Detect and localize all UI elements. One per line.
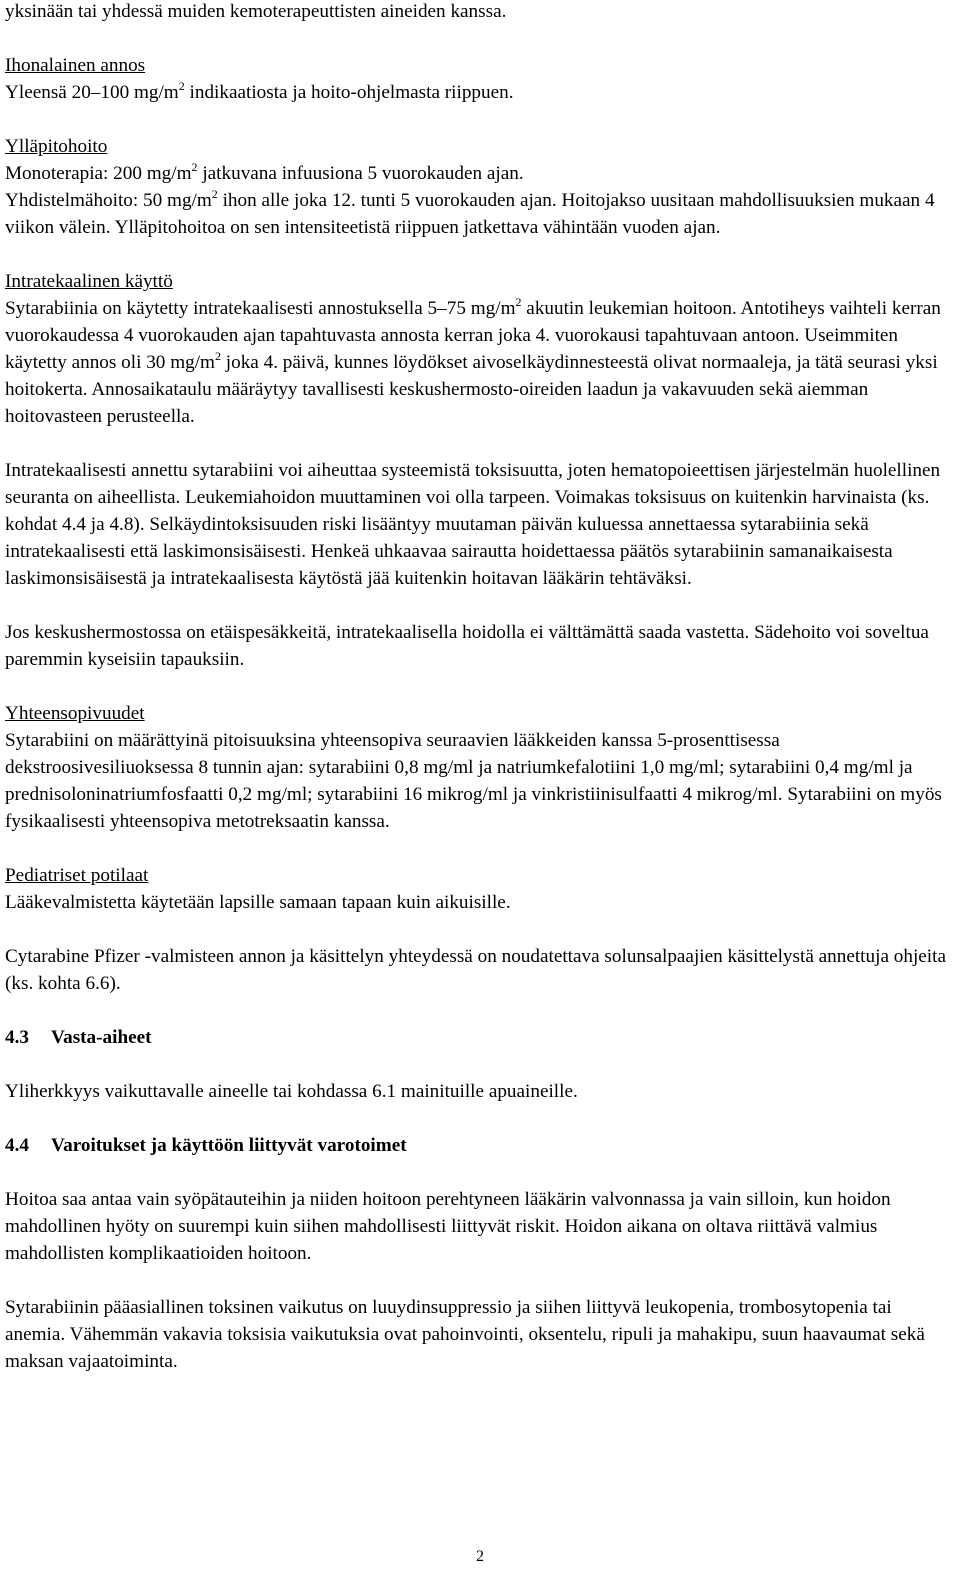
section-subcutaneous (5, 52, 955, 106)
section-heading-4-4 (5, 1132, 955, 1159)
paragraph-toxicity: Intratekaalisesti annettu sytarabiini voi aiheuttaa systeemistä toksisuutta, joten hematopoieettisen järjestelmän huolellinen seuranta on aiheellista. Leukemiahoidon muuttaminen voi olla tarpeen. Voimakas toksisuus on kuitenkin harvinaista (ks. kohdat 4.4 ja 4.8). Selkäydintoksisuuden riski lisääntyy muutaman päivän kuluessa annettaessa sytarabiinia sekä intratekaalisesti että laskimonsisäisesti. Henkeä uhkaavaa sairautta hoidettaessa päätös sytarabiinin samanaikaisesta laskimonsisäisestä ja intratekaalisesta käytöstä jää kuitenkin hoitavan lääkärin tehtäväksi. (5, 460, 941, 589)
page-number: 2 (476, 1548, 484, 1565)
paragraph-contraindications: Yliherkkyys vaikuttavalle aineelle tai kohdassa 6.1 mainituille apuaineille. (5, 1081, 578, 1102)
section-heading-4-3 (5, 1024, 955, 1051)
document-page (5, 0, 955, 1375)
subheading-compatibility: Yhteensopivuudet (5, 703, 145, 724)
paragraph-subcutaneous-dose: Yleensä 20–100 $mg/m^2$ indikaatiosta ja hoito-ohjelmasta riippuen. (5, 78, 514, 103)
paragraph-intro: yksinään tai yhdessä muiden kemoterapeuttisten aineiden kanssa. (5, 1, 507, 22)
subheading-intrathecal: Intratekaalinen käyttö (5, 271, 173, 292)
paragraph-handling: Cytarabine Pfizer -valmisteen annon ja käsittelyn yhteydessä on noudatettava solunsalpaajien käsittelystä annettuja ohjeita (ks. kohta 6.6). (5, 946, 946, 994)
section-pediatric (5, 862, 955, 916)
paragraph-monotherapy: Monoterapia: 200 $mg/m^2$ jatkuvana infuusiona 5 vuorokauden ajan. (5, 159, 524, 184)
paragraph-intrathecal: Sytarabiinia on käytetty intratekaalisesti annostuksella 5–75 $mg/m^2$ akuutin leukemian hoitoon. Antotiheys vaihteli kerran vuorokaudessa 4 vuorokauden ajan tapahtuvasta annosta kerran joka 4. vuorokausi tapahtuvaan antoon. Useimmiten käytetty annos oli 30 $mg/m^2$ joka 4. päivä, kunnes löydökset aivoselkäydinnesteestä olivat normaaleja, ja tätä seurasi yksi hoitokerta. Annosaikataulu määräytyy tavallisesti keskushermosto-oireiden laadun ja vakavuuden sekä aiemman hoitovasteen perusteella. (5, 294, 941, 427)
section-compatibility (5, 700, 955, 835)
section-intrathecal (5, 268, 955, 430)
section-number: 4.3 (5, 1027, 29, 1048)
paragraph-combination: Yhdistelmähoito: 50 $mg/m^2$ ihon alle joka 12. tunti 5 vuorokauden ajan. Hoitojakso uusitaan mahdollisuuksien mukaan 4 viikon välein. Ylläpitohoitoa on sen intensiteetistä riippuen jatkettava vähintään vuoden ajan. (5, 186, 935, 238)
subheading-maintenance: Ylläpitohoito (5, 136, 108, 157)
paragraph-warnings-2: Sytarabiinin pääasiallinen toksinen vaikutus on luuydinsuppressio ja siihen liittyvä leukopenia, trombosytopenia tai anemia. Vähemmän vakavia toksisia vaikutuksia ovat pahoinvointi, oksentelu, ripuli ja mahakipu, suun haavaumat sekä maksan vajaatoiminta. (5, 1297, 925, 1372)
subheading-pediatric: Pediatriset potilaat (5, 865, 149, 886)
section-title: Varoitukset ja käyttöön liittyvät varotoimet (51, 1135, 407, 1156)
paragraph-pediatric: Lääkevalmistetta käytetään lapsille samaan tapaan kuin aikuisille. (5, 892, 511, 913)
subheading-subcutaneous: Ihonalainen annos (5, 55, 146, 76)
paragraph-cns-metastases: Jos keskushermostossa on etäispesäkkeitä, intratekaalisella hoidolla ei välttämättä saada vastetta. Sädehoito voi soveltua paremmin kyseisiin tapauksiin. (5, 622, 929, 670)
section-title: Vasta-aiheet (51, 1027, 152, 1048)
paragraph-warnings-1: Hoitoa saa antaa vain syöpätauteihin ja niiden hoitoon perehtyneen lääkärin valvonnassa ja vain silloin, kun hoidon mahdollinen hyöty on suurempi kuin siihen mahdollisesti liittyvät riskit. Hoidon aikana on oltava riittävä valmius mahdollisten komplikaatioiden hoitoon. (5, 1189, 891, 1264)
section-number: 4.4 (5, 1135, 29, 1156)
section-maintenance (5, 133, 955, 241)
paragraph-compatibility: Sytarabiini on määrättyinä pitoisuuksina yhteensopiva seuraavien lääkkeiden kanssa 5-prosenttisessa dekstroosivesiliuoksessa 8 tunnin ajan: sytarabiini 0,8 mg/ml ja natriumkefalotiini 1,0 mg/ml; sytarabiini 0,4 mg/ml ja prednisoloninatriumfosfaatti 0,2 mg/ml; sytarabiini 16 mikrog/ml ja vinkristiinisulfaatti 4 mikrog/ml. Sytarabiini on myös fysikaalisesti yhteensopiva metotreksaatin kanssa. (5, 730, 942, 832)
